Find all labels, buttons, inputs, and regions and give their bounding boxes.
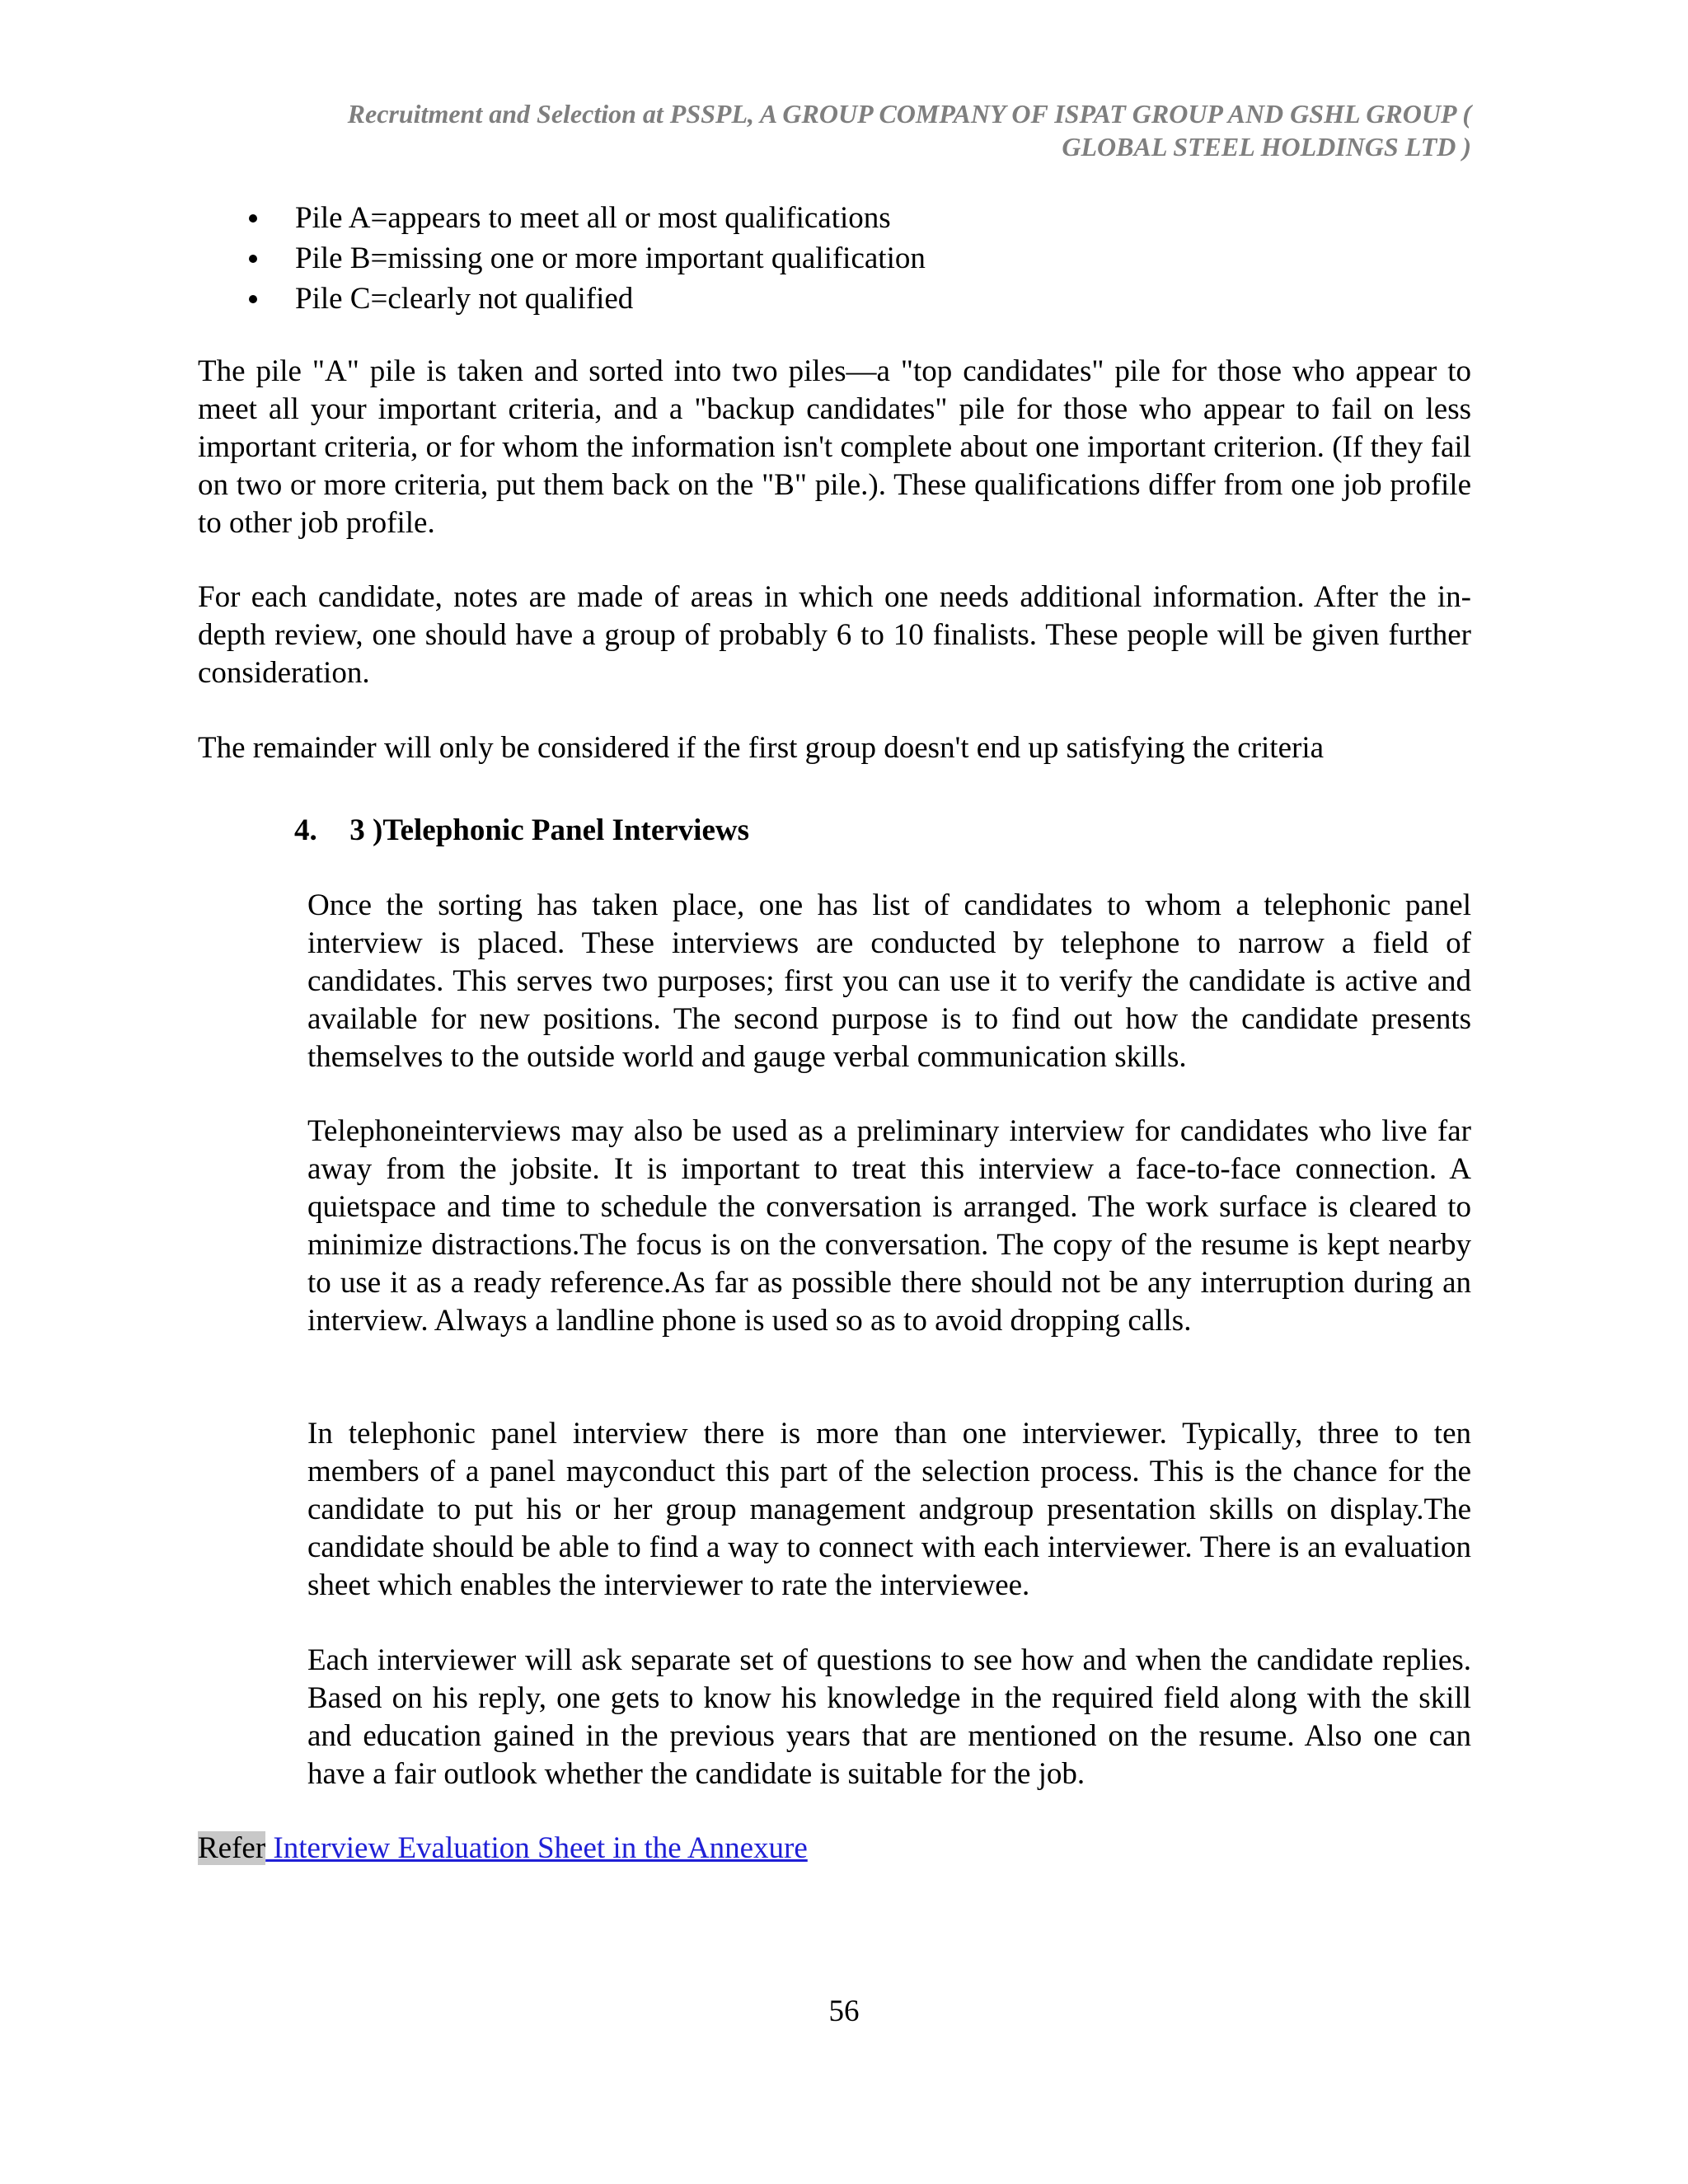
refer-line <box>198 1830 808 1868</box>
annexure-link[interactable]: Interview Evaluation Sheet in the Annexure <box>265 1831 808 1865</box>
paragraph-interviewer-questions: Each interviewer will ask separate set of questions to see how and when the candidate replies. Based on his reply, one gets to know his knowledge in the required field along with the skill and education gained in the previous years that are mentioned on the resume. Also one can have a fair outlook whether the candidate is suitable for the job. <box>307 1643 1471 1791</box>
paragraph-remainder: The remainder will only be considered if the first group doesn't end up satisfying the criteria <box>198 731 1325 765</box>
bullet-text: Pile B=missing one or more important qualification <box>295 241 926 275</box>
bullet-icon <box>249 295 257 303</box>
header-line-2: GLOBAL STEEL HOLDINGS LTD ) <box>1062 132 1471 162</box>
bullet-item <box>239 198 1475 238</box>
pile-bullet-list <box>239 198 1475 319</box>
bullet-item <box>239 279 1475 319</box>
section-heading <box>294 812 749 850</box>
paragraph-panel-interview: In telephonic panel interview there is more than one interviewer. Typically, three to ten members of a panel mayconduct this part of the selection process. This is the chance for the candidate to put his or her group management andgroup presentation skills on display.The candidate should be able to find a way to connect with each interviewer. There is an evaluation sheet which enables the interviewer to rate the interviewee. <box>307 1417 1471 1602</box>
paragraph-telephonic-intro: Once the sorting has taken place, one has list of candidates to whom a telephonic panel interview is placed. These interviews are conducted by telephone to narrow a field of candidates. This serves two purposes; first you can use it to verify the candidate is active and available for new positions. The second purpose is to find out how the candidate presents themselves to the outside world and gauge verbal communication skills. <box>307 888 1471 1074</box>
bullet-icon <box>249 214 257 223</box>
section-title: 3 )Telephonic Panel Interviews <box>349 813 750 847</box>
bullet-text: Pile A=appears to meet all or most qualifications <box>295 201 891 235</box>
paragraph-pile-sorting: The pile "A" pile is taken and sorted into two piles—a "top candidates" pile for those who appear to meet all your important criteria, and a "backup candidates" pile for those who appear to fail on less important criteria, or for whom the information isn't complete about one important criterion. (If they fail on two or more criteria, put them back on the "B" pile.). These qualifications differ from one job profile to other job profile. <box>198 354 1471 540</box>
header-line-1: Recruitment and Selection at PSSPL, A GROUP COMPANY OF ISPAT GROUP AND GSHL GROUP ( <box>347 99 1471 129</box>
paragraph-telephone-interviews: Telephoneinterviews may also be used as a preliminary interview for candidates who live far away from the jobsite. It is important to treat this interview a face-to-face connection. A quietspace and time to schedule the conversation is arranged. The work surface is cleared to minimize distractions.The focus is on the conversation. The copy of the resume is kept nearby to use it as a ready reference.As far as possible there should not be any interruption during an interview. Always a landline phone is used so as to avoid dropping calls. <box>307 1114 1471 1338</box>
refer-label: Refer <box>198 1831 266 1865</box>
section-number: 4. <box>294 813 317 847</box>
bullet-icon <box>249 255 257 263</box>
running-header <box>198 97 1471 163</box>
paragraph-candidate-notes: For each candidate, notes are made of areas in which one needs additional information. After the in-depth review, one should have a group of probably 6 to 10 finalists. These people will be given further consideration. <box>198 580 1471 690</box>
bullet-item <box>239 238 1475 279</box>
page-number: 56 <box>828 1994 860 2028</box>
bullet-text: Pile C=clearly not qualified <box>295 282 634 316</box>
